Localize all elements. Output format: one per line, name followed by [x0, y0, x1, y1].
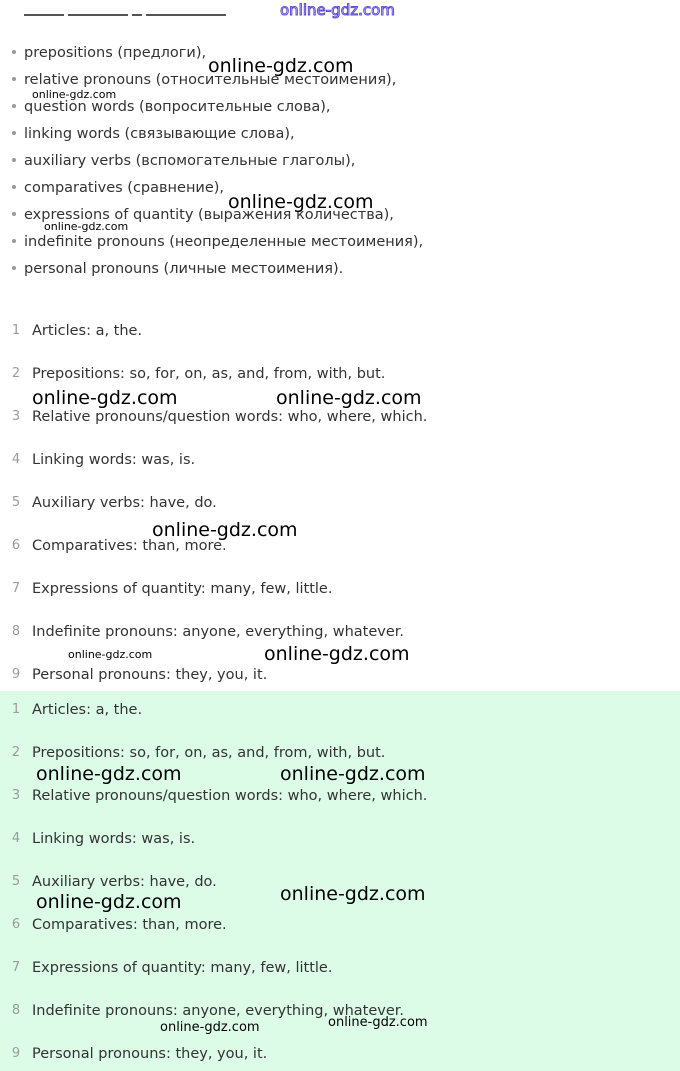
watermark: online-gdz.com [44, 220, 129, 233]
list-text: Personal pronouns: they, you, it. [32, 667, 268, 683]
bullet-text: auxiliary verbs (вспомогательные глаголы), [24, 153, 356, 169]
list-item [0, 622, 680, 642]
list-item [0, 493, 680, 513]
list-number: 7 [11, 581, 21, 596]
answer-item [0, 1044, 680, 1064]
list-number: 5 [11, 495, 21, 510]
bullet-item [12, 233, 423, 251]
answer-number: 2 [11, 745, 21, 760]
answer-item [0, 829, 680, 849]
answer-item [0, 700, 680, 720]
answer-text: Linking words: was, is. [32, 831, 196, 847]
watermark: online-gdz.com [152, 519, 298, 541]
answer-item [0, 915, 680, 935]
watermark: online-gdz.com [228, 191, 374, 213]
watermark: online-gdz.com [276, 387, 422, 409]
answer-number: 6 [11, 917, 21, 932]
list-item [0, 450, 680, 470]
answer-text: Comparatives: than, more. [32, 917, 227, 933]
list-text: Auxiliary verbs: have, do. [32, 495, 217, 511]
list-text: Comparatives: than, more. [32, 538, 227, 554]
list-number: 2 [11, 366, 21, 381]
list-item [0, 407, 680, 427]
list-item [0, 665, 680, 685]
watermark: online-gdz.com [208, 55, 354, 77]
list-text: Linking words: was, is. [32, 452, 196, 468]
bullet-item [12, 152, 355, 170]
answer-number: 7 [11, 960, 21, 975]
answer-text: Prepositions: so, for, on, as, and, from, with, but. [32, 745, 386, 761]
watermark: online-gdz.com [32, 88, 117, 101]
watermark: online-gdz.com [68, 648, 153, 661]
bullet-dot [12, 77, 16, 81]
bullet-text: question words (вопросительные слова), [24, 99, 331, 115]
answer-text: Personal pronouns: they, you, it. [32, 1046, 268, 1062]
answer-text: Auxiliary verbs: have, do. [32, 874, 217, 890]
answer-number: 9 [11, 1046, 21, 1061]
bullet-list [0, 0, 680, 300]
answer-number: 1 [11, 702, 21, 717]
bullet-dot [12, 104, 16, 108]
bullet-dot [12, 158, 16, 162]
bullet-text: indefinite pronouns (неопределенные местоимения), [24, 234, 424, 250]
bullet-dot [12, 239, 16, 243]
answer-number: 5 [11, 874, 21, 889]
list-number: 4 [11, 452, 21, 467]
answer-item [0, 743, 680, 763]
bullet-item [12, 260, 343, 278]
bullet-text: linking words (связывающие слова), [24, 126, 295, 142]
watermark: online-gdz.com [36, 763, 182, 785]
bullet-dot [12, 131, 16, 135]
bullet-text: relative pronouns (относительные местоимения), [24, 72, 397, 88]
list-item [0, 579, 680, 599]
list-number: 3 [11, 409, 21, 424]
answer-item [0, 958, 680, 978]
list-text: Articles: a, the. [32, 323, 143, 339]
watermark: online-gdz.com [264, 643, 410, 665]
watermark: online-gdz.com [280, 883, 426, 905]
list-number: 8 [11, 624, 21, 639]
bullet-text: comparatives (сравнение), [24, 180, 225, 196]
list-number: 6 [11, 538, 21, 553]
numbered-list [0, 312, 680, 692]
list-number: 9 [11, 667, 21, 682]
list-text: Relative pronouns/question words: who, where, which. [32, 409, 428, 425]
list-text: Indefinite pronouns: anyone, everything, whatever. [32, 624, 404, 640]
list-item [0, 536, 680, 556]
answer-text: Indefinite pronouns: anyone, everything, whatever. [32, 1003, 404, 1019]
bullet-item [12, 125, 295, 143]
list-text: Prepositions: so, for, on, as, and, from, with, but. [32, 366, 386, 382]
bullet-text: prepositions (предлоги), [24, 45, 207, 61]
watermark: online-gdz.com [160, 1020, 260, 1035]
answer-number: 4 [11, 831, 21, 846]
answer-number: 8 [11, 1003, 21, 1018]
watermark: online-gdz.com [328, 1015, 428, 1030]
list-item [0, 364, 680, 384]
bullet-dot [12, 50, 16, 54]
bullet-text: expressions of quantity (выражения количества), [24, 207, 394, 223]
bullet-item [12, 44, 206, 62]
list-item [0, 321, 680, 341]
watermark: online-gdz.com [32, 387, 178, 409]
header-watermark: online-gdz.com [280, 1, 395, 19]
bullet-item [12, 179, 224, 197]
answer-text: Expressions of quantity: many, few, little. [32, 960, 333, 976]
list-text: Expressions of quantity: many, few, little. [32, 581, 333, 597]
watermark: online-gdz.com [280, 763, 426, 785]
answer-number: 3 [11, 788, 21, 803]
answer-list [0, 691, 680, 1071]
bullet-dot [12, 185, 16, 189]
answer-text: Relative pronouns/question words: who, where, which. [32, 788, 428, 804]
list-number: 1 [11, 323, 21, 338]
bullet-text: personal pronouns (личные местоимения). [24, 261, 344, 277]
answer-item [0, 786, 680, 806]
bullet-dot [12, 266, 16, 270]
bullet-dot [12, 212, 16, 216]
answer-text: Articles: a, the. [32, 702, 143, 718]
watermark: online-gdz.com [36, 891, 182, 913]
